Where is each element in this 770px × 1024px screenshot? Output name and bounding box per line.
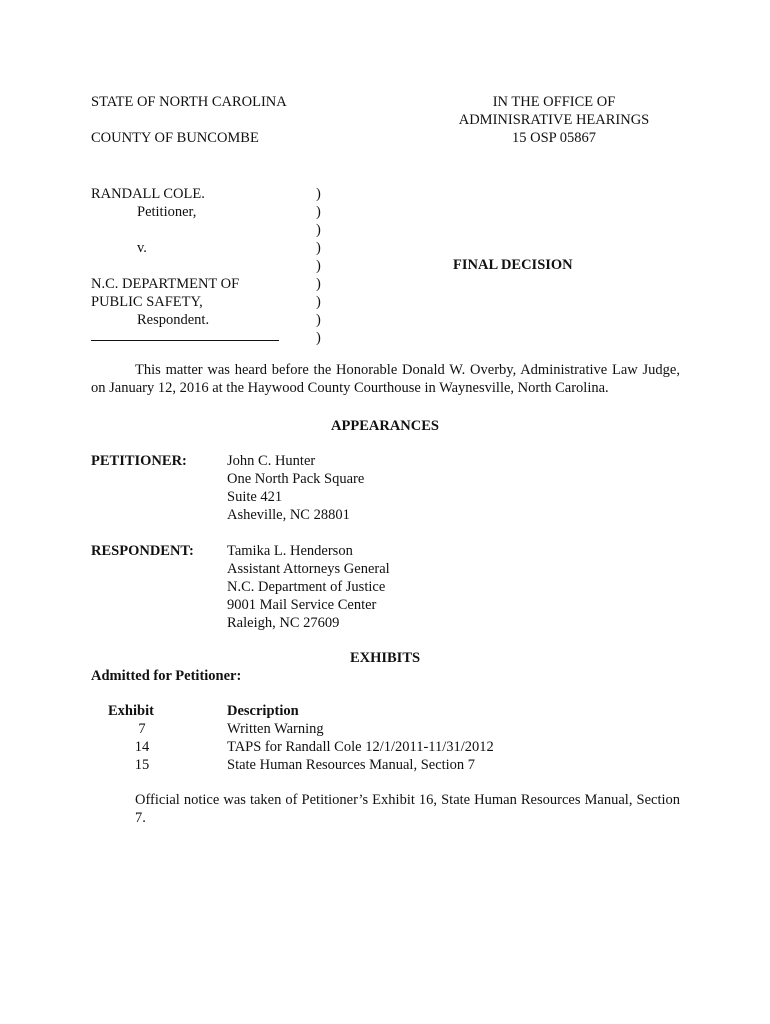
paren: ): [316, 294, 321, 310]
office-line-2: ADMINISRATIVE HEARINGS: [458, 112, 650, 128]
caption-signature-rule: [91, 340, 279, 341]
exhibits-heading: EXHIBITS: [349, 650, 421, 666]
exhibit-description: Written Warning: [227, 721, 324, 737]
exhibit-column-header: Exhibit: [108, 703, 154, 719]
exhibit-description: State Human Resources Manual, Section 7: [227, 757, 476, 773]
paren: ): [316, 330, 321, 346]
paren: ): [316, 204, 321, 220]
office-caption: [452, 93, 656, 147]
exhibit-number: 7: [138, 721, 146, 737]
exhibit-number: 15: [134, 757, 150, 773]
address-line: Tamika L. Henderson: [227, 543, 353, 559]
document-title: FINAL DECISION: [453, 257, 573, 273]
versus: v.: [137, 240, 147, 256]
paren: ): [316, 258, 321, 274]
address-line: John C. Hunter: [227, 453, 316, 469]
county-caption: COUNTY OF BUNCOMBE: [91, 130, 259, 146]
address-line: Suite 421: [227, 489, 283, 505]
state-caption: STATE OF NORTH CAROLINA: [91, 94, 287, 110]
respondent-role: Respondent.: [137, 312, 210, 328]
paren: ): [316, 276, 321, 292]
address-line: Asheville, NC 28801: [227, 507, 350, 523]
description-column-header: Description: [227, 703, 299, 719]
intro-paragraph: This matter was heard before the Honorable Donald W. Overby, Administrative Law Judge, on January 12, 2016 at the Haywood County Courthouse in Waynesville, North Carolina.: [91, 362, 680, 396]
official-notice-paragraph: Official notice was taken of Petitioner’s Exhibit 16, State Human Resources Manual, Section 7.: [135, 792, 680, 826]
respondent-label: RESPONDENT:: [91, 543, 194, 559]
petitioner-counsel: [227, 452, 364, 524]
office-line-1: IN THE OFFICE OF: [492, 94, 616, 110]
paren: ): [316, 312, 321, 328]
paren: ): [316, 186, 321, 202]
respondent-line-1: N.C. DEPARTMENT OF: [91, 276, 240, 292]
petitioner-role: Petitioner,: [137, 204, 197, 220]
parties-block: [91, 185, 239, 329]
address-line: Assistant Attorneys General: [227, 561, 390, 577]
case-number: 15 OSP 05867: [511, 130, 597, 146]
address-line: N.C. Department of Justice: [227, 579, 386, 595]
exhibits-subheading: Admitted for Petitioner:: [91, 668, 242, 684]
caption-parentheses: [316, 185, 321, 347]
address-line: One North Pack Square: [227, 471, 365, 487]
spacer-line: [91, 257, 239, 275]
paren: ): [316, 240, 321, 256]
respondent-counsel: [227, 542, 390, 632]
paren: ): [316, 222, 321, 238]
address-line: 9001 Mail Service Center: [227, 597, 377, 613]
address-line: Raleigh, NC 27609: [227, 615, 340, 631]
exhibit-number: 14: [134, 739, 150, 755]
petitioner-name: RANDALL COLE.: [91, 186, 205, 202]
respondent-line-2: PUBLIC SAFETY,: [91, 294, 203, 310]
appearances-heading: APPEARANCES: [331, 418, 439, 434]
exhibit-description: TAPS for Randall Cole 12/1/2011-11/31/2012: [227, 739, 494, 755]
petitioner-label: PETITIONER:: [91, 453, 187, 469]
spacer-line: [91, 221, 239, 239]
